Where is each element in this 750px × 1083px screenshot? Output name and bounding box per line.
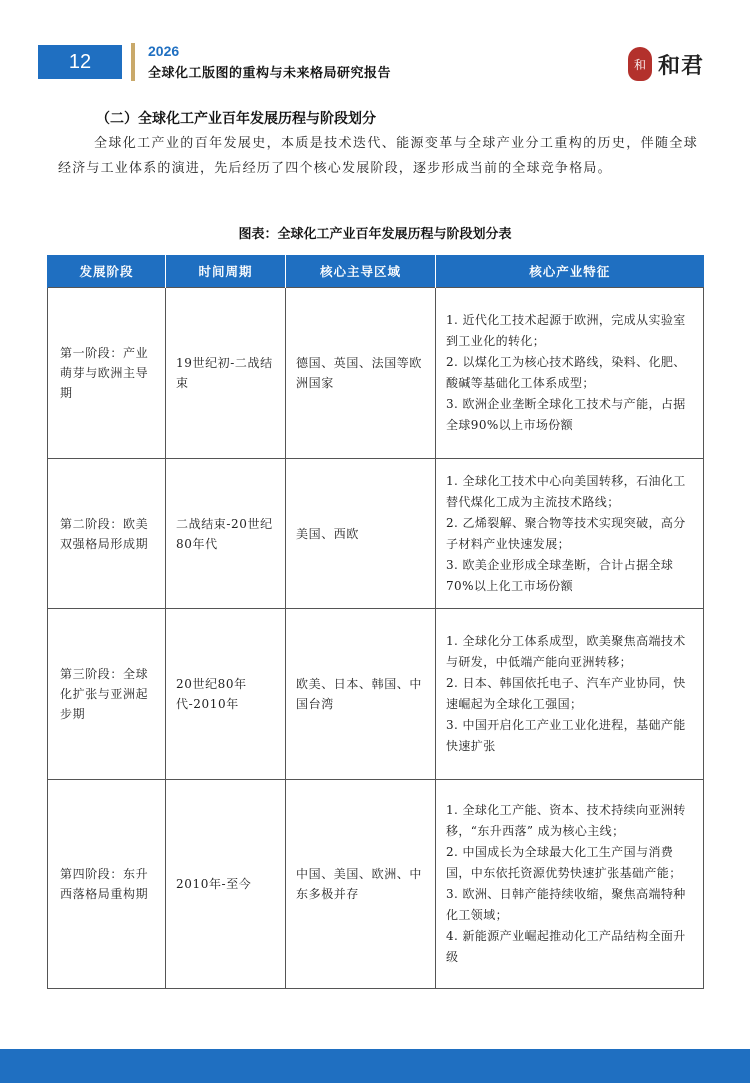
features-cell [436, 459, 704, 609]
feature-item: 2. 中国成长为全球最大化工生产国与消费国，中东依托资源优势快速扩张基础产能； [446, 845, 682, 880]
period-cell: 20世纪80年代-2010年 [166, 609, 286, 780]
feature-item: 1. 全球化工技术中心向美国转移，石油化工替代煤化工成为主流技术路线； [446, 473, 686, 509]
report-title: 全球化工版图的重构与未来格局研究报告 [148, 66, 392, 81]
period-cell: 二战结束-20世纪80年代 [166, 459, 286, 609]
brand-logo [628, 44, 723, 84]
stage-cell: 第一阶段：产业萌芽与欧洲主导期 [48, 288, 166, 459]
header-features: 核心产业特征 [436, 255, 704, 288]
feature-item: 1. 全球化分工体系成型，欧美聚焦高端技术与研发，中低端产能向亚洲转移； [446, 634, 686, 669]
header-region: 核心主导区域 [286, 255, 436, 288]
feature-item: 4. 新能源产业崛起推动化工产品结构全面升级 [446, 929, 686, 964]
table-row [48, 288, 704, 459]
header-divider [131, 43, 135, 81]
logo-seal-icon: 和 [628, 47, 652, 81]
stage-cell: 第三阶段：全球化扩张与亚洲起步期 [48, 609, 166, 780]
region-cell: 欧美、日本、韩国、中国台湾 [286, 609, 436, 780]
feature-item: 3. 欧洲企业垄断全球化工技术与产能，占据全球90%以上市场份额 [446, 397, 686, 432]
logo-text: 和君 [658, 52, 705, 79]
feature-item: 3. 欧洲、日韩产能持续收缩，聚焦高端特种化工领域； [446, 887, 686, 922]
table-row [48, 609, 704, 780]
feature-item: 2. 乙烯裂解、聚合物等技术实现突破，高分子材料产业快速发展； [446, 515, 686, 551]
feature-item: 3. 中国开启化工产业工业化进程，基础产能快速扩张 [446, 718, 686, 753]
section-heading: （二）全球化工产业百年发展历程与阶段划分 [96, 111, 376, 127]
table-row [48, 459, 704, 609]
table-row [48, 780, 704, 989]
feature-item: 3. 欧美企业形成全球垄断，合计占据全球70%以上化工市场份额 [446, 557, 674, 593]
page-number: 12 [38, 45, 122, 79]
stage-table [47, 255, 704, 989]
header-period: 时间周期 [166, 255, 286, 288]
features-cell [436, 609, 704, 780]
feature-item: 2. 日本、韩国依托电子、汽车产业协同，快速崛起为全球化工强国； [446, 676, 686, 711]
footer-bar [0, 1049, 750, 1083]
feature-item: 2. 以煤化工为核心技术路线，染料、化肥、酸碱等基础化工体系成型； [446, 355, 686, 390]
feature-item: 1. 近代化工技术起源于欧洲，完成从实验室到工业化的转化； [446, 313, 686, 348]
stage-cell: 第四阶段：东升西落格局重构期 [48, 780, 166, 989]
region-cell: 中国、美国、欧洲、中东多极并存 [286, 780, 436, 989]
header-stage: 发展阶段 [48, 255, 166, 288]
stage-cell: 第二阶段：欧美双强格局形成期 [48, 459, 166, 609]
features-cell [436, 288, 704, 459]
region-cell: 德国、英国、法国等欧洲国家 [286, 288, 436, 459]
feature-item: 1. 全球化工产能、资本、技术持续向亚洲转移，“东升西落” 成为核心主线； [446, 803, 686, 838]
period-cell: 19世纪初-二战结束 [166, 288, 286, 459]
intro-paragraph: 全球化工产业的百年发展史，本质是技术迭代、能源变革与全球产业分工重构的历史，伴随全球经济与工业体系的演进，先后经历了四个核心发展阶段，逐步形成当前的全球竞争格局。 [58, 136, 698, 176]
table-caption: 图表：全球化工产业百年发展历程与阶段划分表 [238, 227, 512, 242]
report-year: 2026 [148, 43, 180, 59]
table-header-row [48, 255, 704, 288]
features-cell [436, 780, 704, 989]
region-cell: 美国、西欧 [286, 459, 436, 609]
period-cell: 2010年-至今 [166, 780, 286, 989]
